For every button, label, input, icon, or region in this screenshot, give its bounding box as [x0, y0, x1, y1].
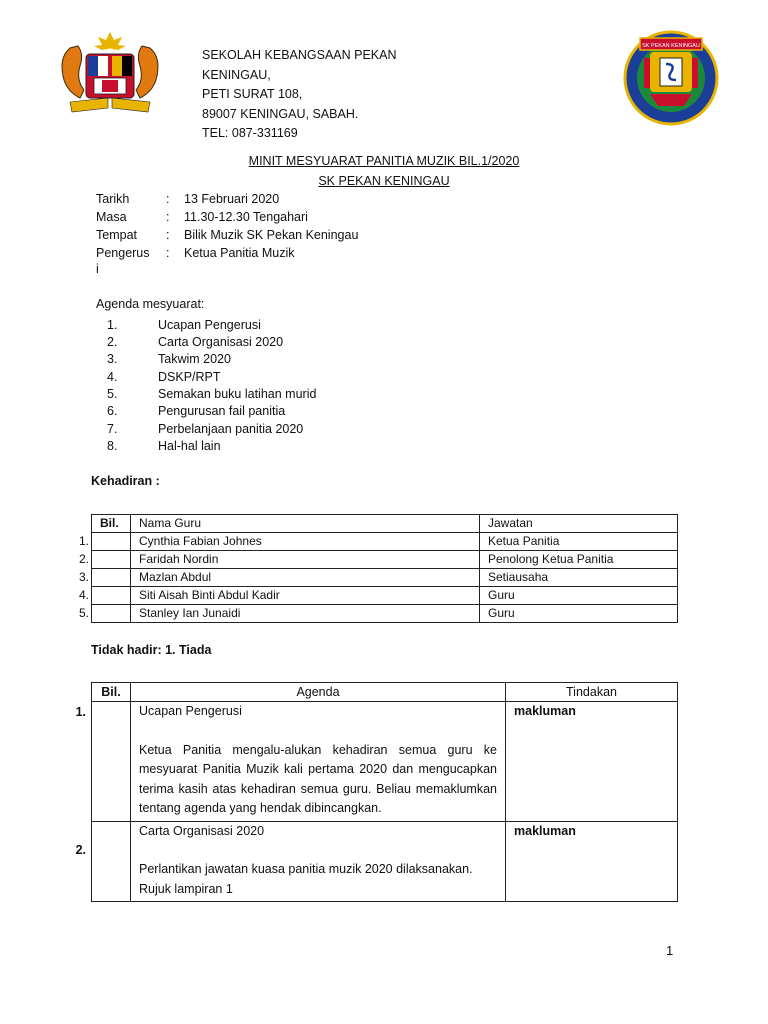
- school-line: 89007 KENINGAU, SABAH.: [202, 106, 359, 121]
- agenda-heading: Carta Organisasi 2020: [139, 823, 265, 838]
- discussion-table: [91, 682, 678, 902]
- crest-banner-text: SK PEKAN KENINGAU: [642, 43, 700, 49]
- header-cell: Nama Guru: [131, 515, 480, 533]
- table-row: [92, 821, 678, 902]
- table-row: [92, 569, 678, 587]
- school-address-block: [202, 46, 397, 144]
- meta-key: Tempat: [96, 228, 137, 242]
- table-row: [92, 533, 678, 551]
- action-cell: makluman: [506, 821, 678, 902]
- header-cell: Agenda: [131, 683, 506, 702]
- school-crest-logo: [620, 28, 722, 128]
- agenda-cell: [131, 821, 506, 902]
- school-line: TEL: 087-331169: [202, 126, 298, 140]
- agenda-title: Agenda mesyuarat:: [96, 297, 205, 311]
- meta-colon: :: [166, 210, 170, 224]
- school-line: KENINGAU,: [202, 67, 271, 82]
- row-number: 1.: [75, 705, 86, 719]
- teacher-name: Mazlan Abdul: [131, 569, 480, 587]
- attendance-table: [91, 514, 678, 623]
- jata-negara-emblem: [50, 28, 170, 118]
- page-number: 1: [666, 943, 674, 958]
- meta-key: Tarikh: [96, 192, 130, 206]
- table-header-row: [92, 683, 678, 702]
- meta-value: 11.30-12.30 Tengahari: [184, 210, 308, 224]
- row-number: 1.: [78, 534, 89, 548]
- agenda-cell: [131, 702, 506, 822]
- row-number: 2.: [78, 552, 89, 566]
- meta-value: 13 Februari 2020: [184, 192, 280, 206]
- teacher-role: Ketua Panitia: [480, 533, 678, 551]
- header-cell: Tindakan: [506, 683, 678, 702]
- agenda-body: Ketua Panitia mengalu-alukan kehadiran semua guru ke mesyuarat Panitia Muzik kali pertama 2020 dan mengucapkan terima kasih atas kehadiran semua guru. Beliau memaklumkan tentang agenda yang hendak dibincangkan.: [139, 742, 497, 815]
- agenda-body: Perlantikan jawatan kuasa panitia muzik 2020 dilaksanakan. Rujuk lampiran 1: [139, 862, 473, 896]
- school-line: SEKOLAH KEBANGSAAN PEKAN: [202, 48, 397, 62]
- teacher-name: Siti Aisah Binti Abdul Kadir: [131, 587, 480, 605]
- action-cell: makluman: [506, 702, 678, 822]
- absent-note: Tidak hadir: 1. Tiada: [91, 643, 212, 657]
- agenda-heading: Ucapan Pengerusi: [139, 704, 242, 718]
- meta-value: Ketua Panitia Muzik: [184, 246, 295, 260]
- row-number: 4.: [78, 588, 89, 602]
- teacher-name: Faridah Nordin: [131, 551, 480, 569]
- row-number: 5.: [78, 606, 89, 620]
- minute-title: [0, 151, 768, 191]
- meta-colon: :: [166, 192, 170, 206]
- teacher-role: Setiausaha: [480, 569, 678, 587]
- meta-colon: :: [166, 246, 170, 260]
- header-cell: Bil.: [92, 683, 131, 702]
- meta-colon: :: [166, 228, 170, 242]
- meta-key: Pengerus: [96, 246, 150, 260]
- attendance-label: Kehadiran :: [91, 474, 160, 488]
- teacher-role: Guru: [480, 605, 678, 623]
- table-row: [92, 587, 678, 605]
- row-number: 2.: [75, 843, 86, 857]
- teacher-name: Cynthia Fabian Johnes: [131, 533, 480, 551]
- table-row: [92, 702, 678, 822]
- teacher-role: Guru: [480, 587, 678, 605]
- teacher-role: Penolong Ketua Panitia: [480, 551, 678, 569]
- title-line-2: SK PEKAN KENINGAU: [318, 174, 450, 188]
- school-line: PETI SURAT 108,: [202, 87, 303, 101]
- table-row: [92, 605, 678, 623]
- meta-value: Bilik Muzik SK Pekan Keningau: [184, 228, 359, 242]
- row-number: 3.: [78, 570, 89, 584]
- table-header-row: [92, 515, 678, 533]
- table-row: [92, 551, 678, 569]
- teacher-name: Stanley Ian Junaidi: [131, 605, 480, 623]
- title-line-1: MINIT MESYUARAT PANITIA MUZIK BIL.1/2020: [248, 154, 520, 168]
- meta-key: Masa: [96, 210, 127, 224]
- meta-overflow-char: i: [96, 262, 99, 276]
- header-cell: Jawatan: [480, 515, 678, 533]
- header-cell: Bil.: [92, 515, 131, 533]
